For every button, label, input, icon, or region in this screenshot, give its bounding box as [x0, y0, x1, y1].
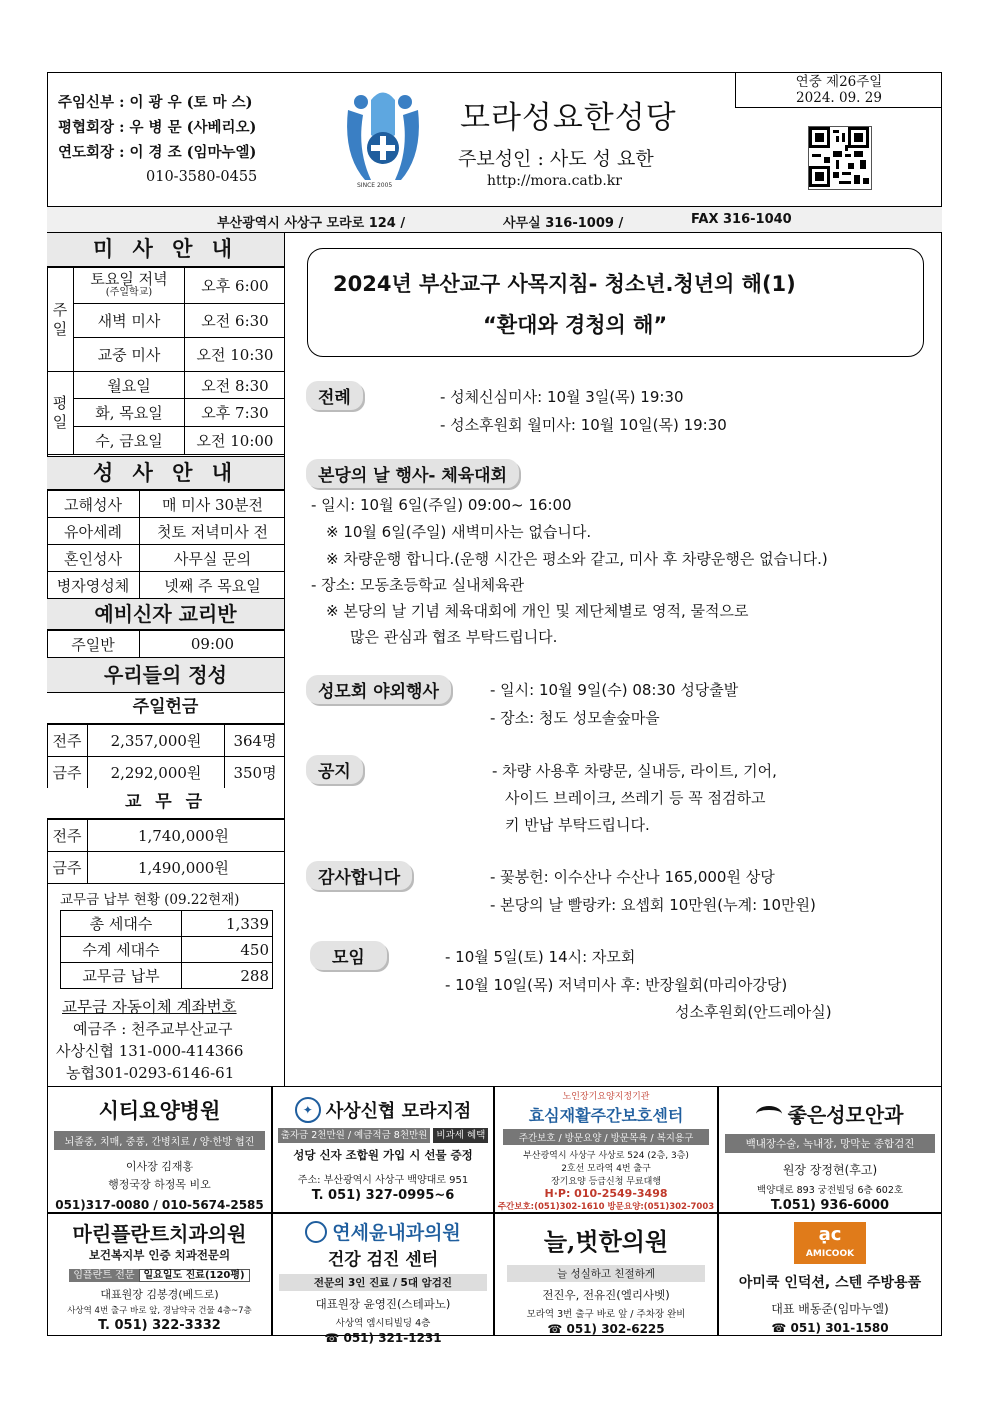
ad-line: 대표 배동준(임마누엘)	[771, 1302, 889, 1316]
logo-since: SINCE 2005	[357, 182, 393, 189]
yeondo-line: 연도회장 : 이 경 조 (임마누엘)	[58, 144, 257, 161]
ad-tag: 임플란트 전문	[69, 1269, 138, 1282]
ad-phone: ☎ 051) 321-1231	[324, 1331, 442, 1345]
patron-saint: 주보성인 : 사도 성 요한	[458, 148, 654, 170]
notice-line: 키 반납 부탁드립니다.	[505, 816, 650, 834]
mass-day: 화, 목요일	[74, 399, 185, 427]
ad-tag2: 일요일도 진료(120평)	[139, 1269, 250, 1282]
dues-status-table	[60, 910, 273, 989]
mass-time: 오후 6:00	[185, 268, 286, 304]
legion-label: 성모회 야외행사	[306, 675, 451, 704]
yonsei-logo-icon	[305, 1221, 327, 1243]
ad-tag: 뇌졸중, 치매, 중풍, 간병치료 / 양·한방 협진	[54, 1131, 265, 1150]
ad-neulbeot-clinic[interactable]	[494, 1213, 718, 1336]
ad-line: 주소: 부산광역시 사상구 백양대로 951	[297, 1175, 469, 1186]
ad-tag: 주간보호 / 방문요양 / 방문목욕 / 복지용구	[503, 1129, 709, 1145]
meeting-line: - 10월 10일(목) 저녁미사 후: 반장월회(마리아강당)	[445, 976, 788, 994]
ad-phone: ☎ 051) 301-1580	[771, 1321, 889, 1335]
mass-time: 오후 7:30	[185, 399, 286, 427]
liturgy-line: - 성소후원회 월미사: 10월 10일(목) 19:30	[440, 416, 727, 434]
sacrament-row	[47, 491, 285, 518]
sports-label: 본당의 날 행사- 체육대회	[306, 459, 519, 488]
catechumen-table	[47, 630, 285, 658]
mass-day: 교중 미사	[74, 338, 185, 372]
mass-row	[47, 338, 285, 372]
pastor-line: 주임신부 : 이 광 우 (토 마 스)	[58, 94, 253, 111]
sports-line: 많은 관심과 협조 부탁드립니다.	[350, 628, 558, 646]
mass-title: 미 사 안 내	[47, 233, 284, 267]
thanks-label: 감사합니다	[306, 861, 412, 890]
ad-amicook[interactable]	[718, 1213, 942, 1336]
sacrament-value: 첫토 저녁미사 전	[140, 518, 286, 545]
notice-line: - 차량 사용후 차량문, 실내등, 라이트, 기어,	[492, 762, 777, 780]
meeting-label: 모임	[310, 941, 387, 970]
bulletin-date: 2024. 09. 29	[796, 90, 882, 106]
thanks-line: - 꽃봉헌: 이수산나 수산나 165,000원 상당	[490, 868, 775, 886]
ad-line: 대표원장 윤영진(스테파노)	[315, 1297, 451, 1311]
parish-address: 부산광역시 사상구 모라로 124 /	[217, 216, 406, 231]
ad-name: 늘,벗한의원	[543, 1227, 669, 1256]
mass-row	[47, 372, 285, 399]
dues-row	[47, 852, 285, 884]
sports-line: - 장소: 모동초등학교 실내체육관	[311, 576, 525, 594]
ad-sub: 건강 검진 센터	[327, 1250, 439, 1270]
mass-day: 수, 금요일	[74, 427, 185, 455]
ad-hp: H·P: 010-2549-3498	[544, 1187, 668, 1200]
mass-row	[47, 304, 285, 338]
shinhyup-logo-icon: ✦	[295, 1097, 321, 1123]
liturgy-line: - 성체신심미사: 10월 3일(목) 19:30	[440, 388, 684, 406]
account-shinhyup: 사상신협 131-000-414366	[56, 1042, 244, 1060]
ad-tag: 늘 성실하고 친절하게	[507, 1265, 705, 1282]
account-holder: 예금주 : 천주교부산교구	[73, 1020, 233, 1038]
ad-name: 아미쿡 인덕션, 스텐 주방용품	[738, 1275, 922, 1291]
ad-line: 이사장 김재홍	[125, 1160, 194, 1173]
ad-phone: 주간보호:(051)302-1610 방문요양:(051)302-7003	[497, 1202, 715, 1212]
sacrament-row	[47, 518, 285, 545]
meeting-line: 성소후원회(안드레아실)	[675, 1003, 832, 1021]
offering-count: 364명	[225, 725, 286, 757]
catechumen-time: 09:00	[140, 631, 286, 658]
ad-tag: 백내장수술, 녹내장, 망막눈 종합검진	[725, 1134, 935, 1153]
thanks-line: - 본당의 날 빨랑카: 요셉회 10만원(누계: 10만원)	[490, 896, 816, 914]
ad-line: 대표원장 김봉경(베드로)	[100, 1288, 219, 1301]
ad-line: 전진우, 전유진(엘리사벳)	[542, 1288, 670, 1302]
mass-time: 오전 10:00	[185, 427, 286, 455]
sacrament-value: 매 미사 30분전	[140, 491, 286, 518]
mass-time: 오전 10:30	[185, 338, 286, 372]
sports-line: ※ 차량운행 합니다.(운행 시간은 평소와 같고, 미사 후 차량운행은 없습니다.)	[326, 550, 828, 568]
mass-time: 오전 6:30	[185, 304, 286, 338]
notice-line: 사이드 브레이크, 쓰레기 등 꼭 점검하고	[505, 789, 766, 807]
ad-phone: T.051) 936-6000	[770, 1198, 890, 1213]
ad-name: 시티요양병원	[98, 1099, 221, 1123]
dues-label: 전주	[47, 820, 88, 852]
website-link[interactable]: http://mora.catb.kr	[487, 173, 622, 189]
contact-phone: 010-3580-0455	[146, 169, 258, 185]
ad-line: 사상역 4번 출구 바로 앞, 경남약국 건물 4층~7층	[67, 1306, 252, 1316]
ad-name: 좋은성모안과	[787, 1103, 904, 1127]
ad-phone: ☎ 051) 302-6225	[547, 1322, 665, 1336]
catechumen-label: 주일반	[47, 631, 140, 658]
eye-logo-icon	[756, 1106, 782, 1122]
main-title-line1: 2024년 부산교구 사목지침- 청소년.청년의 해(1)	[333, 272, 796, 296]
mass-time: 오전 8:30	[185, 372, 286, 399]
dues-amount: 1,740,000원	[88, 820, 286, 852]
status-value: 1,339	[182, 911, 273, 937]
liturgical-week: 연중 제26주일	[795, 74, 883, 90]
ad-tag: 전문의 3인 진료 / 5대 암검진	[279, 1274, 487, 1291]
sacrament-name: 혼인성사	[47, 545, 140, 572]
offering-amount: 2,292,000원	[88, 757, 225, 789]
main-title-box	[307, 248, 924, 357]
ad-line: 부산광역시 사상구 사상로 524 (2층, 3층)	[523, 1151, 689, 1161]
ad-tag: 출자금 2천만원 / 예금적금 8천만원	[278, 1128, 431, 1143]
ad-yonsei-clinic[interactable]	[272, 1213, 494, 1345]
dues-row	[47, 820, 285, 852]
weekday-label: 평일	[47, 372, 74, 455]
sports-line: ※ 본당의 날 기념 체육대회에 개인 및 제단체별로 영적, 물적으로	[326, 602, 749, 620]
main-title-line2: “환대와 경청의 해”	[483, 313, 668, 337]
dues-amount: 1,490,000원	[88, 852, 286, 884]
sacrament-row	[47, 545, 285, 572]
status-row	[61, 937, 273, 963]
sunday-label: 주일	[47, 268, 74, 372]
sports-line: - 일시: 10월 6일(주일) 09:00~ 16:00	[311, 496, 572, 514]
status-value: 450	[182, 937, 273, 963]
offering-amount: 2,357,000원	[88, 725, 225, 757]
ad-tag2: 비과세 혜택	[433, 1128, 488, 1143]
mass-day: 토요일 저녁	[90, 269, 168, 288]
liturgy-label: 전례	[306, 381, 363, 410]
ad-name: 사상신협 모라지점	[325, 1101, 472, 1122]
mass-table	[47, 267, 285, 455]
ad-sub: 보건복지부 인증 치과전문의	[88, 1248, 231, 1262]
sacrament-table	[47, 490, 285, 599]
qr-code[interactable]	[808, 126, 872, 190]
legion-line: - 일시: 10월 9일(수) 08:30 성당출발	[490, 681, 739, 699]
mass-row	[47, 268, 285, 304]
ad-line: 성당 신자 조합원 가입 시 선물 증정	[293, 1148, 473, 1162]
meeting-line: - 10월 5일(토) 14시: 자모회	[445, 948, 636, 966]
sports-line: ※ 10월 6일(주일) 새벽미사는 없습니다.	[326, 523, 592, 541]
sunday-offering-table	[47, 724, 285, 789]
sunday-offering-title: 주일헌금	[47, 693, 284, 724]
catechumen-title: 예비신자 교리반	[47, 598, 284, 630]
dues-label: 금주	[47, 852, 88, 884]
address-bar	[47, 206, 942, 233]
ad-line: 사상역 엠시티빌딩 4층	[335, 1318, 431, 1329]
ad-line: 장기요양 등급신청 무료대행	[550, 1177, 662, 1187]
council-line: 평협회장 : 우 병 문 (사베리오)	[58, 119, 257, 136]
ad-top: 노인장기요양지정기관	[562, 1092, 650, 1102]
ad-line: 2호선 모라역 4번 출구	[561, 1164, 651, 1174]
ad-line: 원장 장정현(후고)	[782, 1163, 878, 1177]
offering-label: 전주	[47, 725, 88, 757]
ad-phone: T. 051) 327-0995~6	[311, 1188, 455, 1203]
status-row	[61, 963, 273, 989]
offering-label: 금주	[47, 757, 88, 789]
mass-day: 월요일	[74, 372, 185, 399]
dues-title: 교 무 금	[47, 788, 284, 819]
ad-name: 효심재활주간보호센터	[528, 1106, 684, 1125]
amicook-logo	[794, 1222, 866, 1264]
dues-table	[47, 819, 285, 884]
ad-name: 연세윤내과의원	[332, 1222, 461, 1244]
status-row	[61, 911, 273, 937]
offering-row	[47, 725, 285, 757]
sacrament-row	[47, 572, 285, 599]
parish-name: 모라성요한성당	[460, 100, 677, 136]
ad-phone: T. 051) 322-3332	[98, 1318, 221, 1333]
ad-line: 백양대로 893 궁전빌딩 6층 602호	[756, 1185, 904, 1196]
legion-line: - 장소: 청도 성모솔숲마을	[490, 709, 660, 727]
dues-status-title: 교무금 납부 현황 (09.22현재)	[60, 892, 240, 908]
ad-phone: 051)317-0080 / 010-5674-2585	[55, 1198, 264, 1212]
sacrament-title: 성 사 안 내	[47, 456, 284, 490]
offering-title: 우리들의 정성	[47, 657, 284, 693]
amicook-logo-text: AMICOOK	[805, 1249, 855, 1259]
auto-transfer-title: 교무금 자동이체 계좌번호	[62, 998, 237, 1016]
mass-day-sub: (주일학교)	[105, 286, 153, 298]
ad-good-eye-clinic[interactable]	[718, 1086, 942, 1213]
office-phone: 사무실 316-1009 /	[503, 216, 624, 231]
offering-count: 350명	[225, 757, 286, 789]
sacrament-value: 사무실 문의	[140, 545, 286, 572]
ad-city-hospital[interactable]	[47, 1086, 272, 1213]
mass-day: 새벽 미사	[74, 304, 185, 338]
ad-hyosim-center[interactable]	[494, 1086, 718, 1213]
ad-sasang-shinhyup[interactable]	[272, 1086, 494, 1213]
sacrament-name: 병자영성체	[47, 572, 140, 599]
ad-marine-dental[interactable]	[47, 1213, 272, 1336]
account-nonghyup: 농협301-0293-6146-61	[66, 1064, 235, 1082]
date-box	[735, 72, 942, 108]
notice-label: 공지	[306, 755, 363, 784]
sacrament-name: 유아세례	[47, 518, 140, 545]
ad-name: 마린플란트치과의원	[72, 1222, 247, 1246]
status-label: 교무금 납부	[61, 963, 182, 989]
ad-line: 행정국장 하정목 비오	[108, 1178, 211, 1191]
header-staff	[58, 90, 257, 190]
sacrament-value: 넷째 주 목요일	[140, 572, 286, 599]
status-value: 288	[182, 963, 273, 989]
parish-logo	[343, 80, 423, 190]
fax-number: FAX 316-1040	[691, 212, 792, 227]
mass-row	[47, 427, 285, 455]
ad-line: 모라역 3번 출구 바로 앞 / 주차장 완비	[526, 1309, 686, 1320]
mass-row	[47, 399, 285, 427]
amicook-logo-icon: ạc	[818, 1224, 842, 1245]
offering-row	[47, 757, 285, 789]
status-label: 수계 세대수	[61, 937, 182, 963]
status-label: 총 세대수	[61, 911, 182, 937]
sacrament-name: 고해성사	[47, 491, 140, 518]
